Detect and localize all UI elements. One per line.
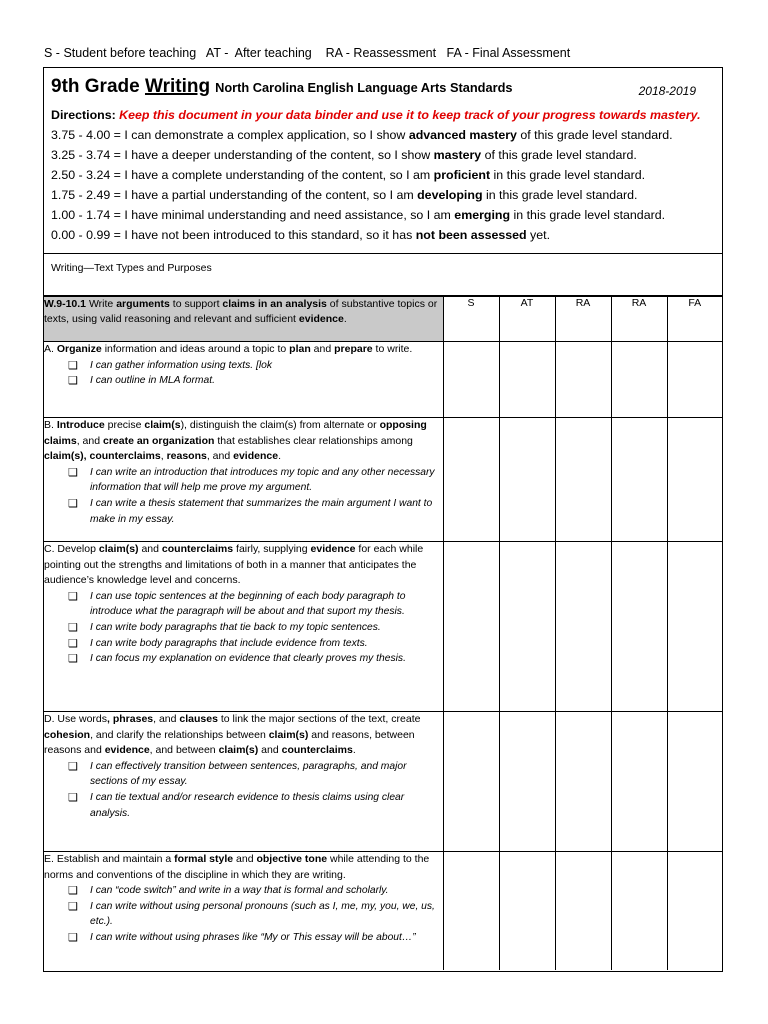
- checkbox-icon: ❑: [68, 637, 78, 650]
- scale-item: [51, 145, 714, 165]
- column-header-ra: RA: [555, 297, 611, 342]
- objective-text: D. Use words, phrases, and clauses to link the major sections of the text, create cohesion, and clarify the relationships between claim(s) and reasons, between reasons and evidence, and between claim(s) and counterclaims.: [44, 713, 421, 756]
- score-cell-at[interactable]: [499, 712, 555, 852]
- checkbox-icon: ❑: [68, 760, 78, 773]
- i-can-item: [68, 636, 443, 652]
- scale-text: in this grade level standard.: [490, 168, 646, 182]
- scale-level: not been assessed: [415, 228, 527, 242]
- scale-text: 1.75 - 2.49 = I have a partial understanding of the content, so I am: [51, 188, 418, 202]
- scale-level: developing: [417, 188, 483, 202]
- i-can-item: [68, 373, 443, 389]
- scale-text: 2.50 - 3.24 = I have a complete understanding of the content, so I am: [51, 168, 434, 182]
- i-can-text: I can write without using phrases like “My or This essay will be about…”: [90, 932, 416, 944]
- i-can-item: [68, 358, 443, 374]
- scale-text: 3.75 - 4.00 = I can demonstrate a complex application, so I show: [51, 128, 409, 142]
- strand-heading: Writing—Text Types and Purposes: [44, 254, 722, 296]
- scale-item: [51, 185, 714, 205]
- objective-text: E. Establish and maintain a formal style and objective tone while attending to the norms and conventions of the discipline in which they are writing.: [44, 853, 430, 881]
- score-cell-s[interactable]: [443, 542, 499, 712]
- i-can-list: [44, 589, 443, 668]
- objective-cell: [44, 342, 443, 418]
- objective-text: A. Organize information and ideas around a topic to plan and prepare to write.: [44, 343, 413, 355]
- checkbox-icon: ❑: [68, 621, 78, 634]
- i-can-list: [44, 883, 443, 946]
- directions-label: Directions:: [51, 108, 116, 122]
- i-can-text: I can use topic sentences at the beginning of each body paragraph to introduce what the paragraph will be about and that suport my thesis.: [90, 590, 406, 618]
- scale-text: 3.25 - 3.74 = I have a deeper understanding of the content, so I show: [51, 148, 434, 162]
- score-cell-at[interactable]: [499, 542, 555, 712]
- checkbox-icon: ❑: [68, 590, 78, 603]
- scale-item: [51, 205, 714, 225]
- i-can-text: I can gather information using texts. [lok: [90, 359, 273, 371]
- scale-text: in this grade level standard.: [482, 188, 638, 202]
- score-cell-ra[interactable]: [611, 418, 667, 542]
- checkbox-icon: ❑: [68, 497, 78, 510]
- score-cell-fa[interactable]: [667, 418, 722, 542]
- scale-level: mastery: [433, 148, 482, 162]
- i-can-item: [68, 930, 443, 946]
- scale-text: yet.: [526, 228, 551, 242]
- score-cell-fa[interactable]: [667, 852, 722, 970]
- assessment-legend: S - Student before teaching AT - After teaching RA - Reassessment FA - Final Assessment: [44, 46, 571, 60]
- objective-cell: [44, 542, 443, 712]
- checkbox-icon: ❑: [68, 932, 78, 945]
- scale-text: in this grade level standard.: [510, 208, 666, 222]
- score-cell-s[interactable]: [443, 342, 499, 418]
- column-header-fa: FA: [667, 297, 722, 342]
- i-can-list: [44, 465, 443, 528]
- table-row: [44, 342, 722, 418]
- standards-tracker: [43, 67, 723, 972]
- column-header-s: S: [443, 297, 499, 342]
- checkbox-icon: ❑: [68, 359, 78, 372]
- checkbox-icon: ❑: [68, 375, 78, 388]
- title-emphasis: Writing: [144, 76, 211, 97]
- i-can-item: [68, 651, 443, 667]
- title-prefix: 9th Grade: [51, 76, 145, 97]
- i-can-text: I can tie textual and/or research evidence to thesis claims using clear analysis.: [90, 791, 405, 819]
- score-cell-ra[interactable]: [555, 342, 611, 418]
- i-can-item: [68, 899, 443, 930]
- i-can-text: I can write without using personal pronouns (such as I, me, my, you, we, us, etc.).: [90, 900, 435, 928]
- objective-text: C. Develop claim(s) and counterclaims fairly, supplying evidence for each while pointing out the strengths and limitations of both in a manner that anticipates the audience’s knowledge level and concerns.: [44, 543, 424, 586]
- i-can-text: I can write body paragraphs that include evidence from texts.: [90, 637, 368, 649]
- standard-cell: [44, 297, 443, 342]
- i-can-item: [68, 883, 443, 899]
- table-row: [44, 542, 722, 712]
- directions: [51, 108, 714, 122]
- i-can-item: [68, 620, 443, 636]
- i-can-item: [68, 589, 443, 620]
- score-cell-fa[interactable]: [667, 542, 722, 712]
- i-can-text: I can write a thesis statement that summarizes the main argument I want to make in my essay.: [90, 497, 433, 525]
- scale-level: advanced mastery: [408, 128, 517, 142]
- score-cell-ra[interactable]: [611, 712, 667, 852]
- page-title: [51, 76, 210, 97]
- scale-item: [51, 225, 714, 245]
- objective-text: B. Introduce precise claim(s), distinguish the claim(s) from alternate or opposing claims, and create an organization that establishes clear relationships among claim(s), counterclaims, reasons, and evidence.: [44, 419, 427, 462]
- score-cell-at[interactable]: [499, 342, 555, 418]
- i-can-list: [44, 358, 443, 389]
- score-cell-fa[interactable]: [667, 712, 722, 852]
- scale-level: emerging: [454, 208, 511, 222]
- score-cell-fa[interactable]: [667, 342, 722, 418]
- column-header-at: AT: [499, 297, 555, 342]
- i-can-text: I can outline in MLA format.: [90, 375, 215, 387]
- checkbox-icon: ❑: [68, 653, 78, 666]
- i-can-text: I can write an introduction that introduces my topic and any other necessary information that will help me prove my argument.: [90, 466, 435, 494]
- i-can-item: [68, 496, 443, 527]
- objective-cell: [44, 418, 443, 542]
- scale-text: of this grade level standard.: [481, 148, 637, 162]
- score-cell-at[interactable]: [499, 418, 555, 542]
- scale-text: 0.00 - 0.99 = I have not been introduced to this standard, so it has: [51, 228, 416, 242]
- score-cell-ra[interactable]: [611, 542, 667, 712]
- title-row: [51, 76, 714, 106]
- score-cell-ra[interactable]: [611, 852, 667, 970]
- checkbox-icon: ❑: [68, 900, 78, 913]
- score-cell-ra[interactable]: [555, 712, 611, 852]
- scale-text: 1.00 - 1.74 = I have minimal understanding and need assistance, so I am: [51, 208, 455, 222]
- checkbox-icon: ❑: [68, 466, 78, 479]
- objective-cell: [44, 852, 443, 970]
- checkbox-icon: ❑: [68, 791, 78, 804]
- i-can-text: I can write body paragraphs that tie back to my topic sentences.: [90, 621, 381, 633]
- header-section: [44, 68, 722, 254]
- i-can-text: I can effectively transition between sentences, paragraphs, and major sections of my essay.: [90, 760, 407, 788]
- i-can-item: [68, 790, 443, 821]
- score-cell-s[interactable]: [443, 418, 499, 542]
- objective-cell: [44, 712, 443, 852]
- table-row: [44, 852, 722, 970]
- grading-scale: [51, 125, 714, 245]
- school-year: 2018-2019: [638, 84, 696, 98]
- scale-item: [51, 125, 714, 145]
- score-cell-ra[interactable]: [611, 342, 667, 418]
- scale-item: [51, 165, 714, 185]
- standards-body: [44, 342, 722, 970]
- table-row: [44, 712, 722, 852]
- score-cell-at[interactable]: [499, 852, 555, 970]
- scale-text: of this grade level standard.: [516, 128, 673, 142]
- score-cell-s[interactable]: [443, 852, 499, 970]
- i-can-text: I can focus my explanation on evidence that clearly proves my thesis.: [90, 653, 406, 665]
- table-row: [44, 418, 722, 542]
- table-header-row: [44, 297, 722, 342]
- standard-text: Write arguments to support claims in an analysis of substantive topics or texts, using valid reasoning and relevant and sufficient evidence.: [44, 298, 438, 325]
- i-can-text: I can “code switch” and write in a way that is formal and scholarly.: [90, 885, 389, 896]
- i-can-item: [68, 465, 443, 496]
- score-cell-ra[interactable]: [555, 542, 611, 712]
- page-subtitle: North Carolina English Language Arts Standards: [215, 80, 513, 95]
- score-cell-ra[interactable]: [555, 418, 611, 542]
- standard-code: W.9-10.1: [44, 298, 87, 310]
- i-can-item: [68, 759, 443, 790]
- standards-table: [44, 296, 722, 970]
- scale-level: proficient: [433, 168, 491, 182]
- column-header-ra: RA: [611, 297, 667, 342]
- checkbox-icon: ❑: [68, 885, 78, 897]
- score-cell-ra[interactable]: [555, 852, 611, 970]
- directions-text: Keep this document in your data binder and use it to keep track of your progress towards mastery.: [119, 108, 701, 122]
- i-can-list: [44, 759, 443, 822]
- score-cell-s[interactable]: [443, 712, 499, 852]
